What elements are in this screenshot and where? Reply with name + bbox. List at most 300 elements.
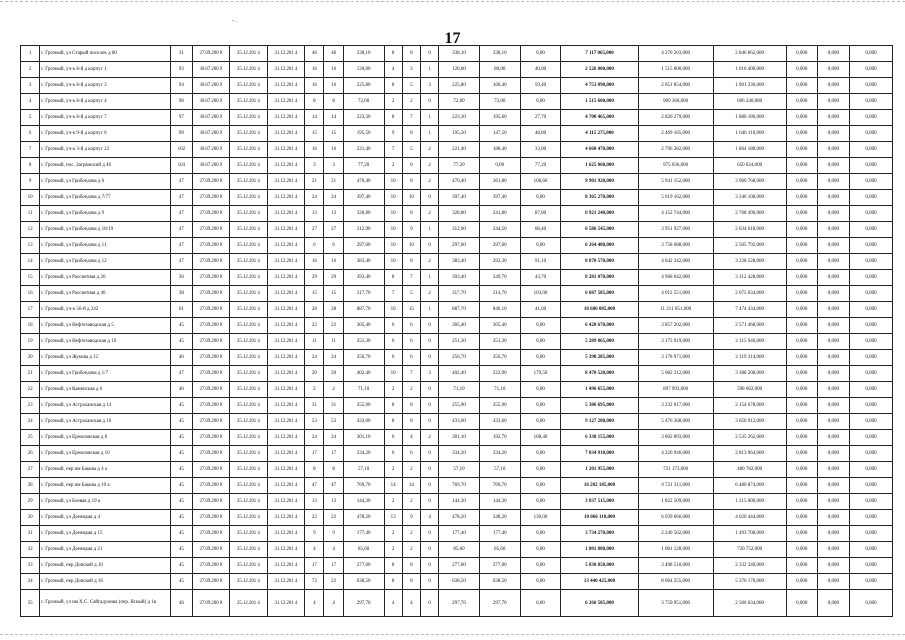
cell-date-3: 31.12.201 4 [267,62,305,78]
cell-year-code: 102 [171,142,192,158]
cell-date-2: 25.12.201 4 [230,142,268,158]
cell-residents-relocated: 2 [324,382,343,398]
cell-residents-relocated: 14 [324,110,343,126]
cell-cost-extra-2: 0,000 [849,254,892,270]
cell-area-private: 214,70 [479,286,520,302]
cell-cost-fund: 5 082 312,000 [638,366,713,382]
cell-date-2: 25.12.201 4 [230,542,268,558]
cell-cost-extra-1: 0,000 [817,46,849,62]
cell-address: г. Грозный, ул Грибоедова д 7/77 [40,190,171,206]
cell-area-relocation: 72,00 [439,94,480,110]
cell-cost-total: 6 921 240,000 [561,206,638,222]
cell-cost-extra-2: 0,000 [849,430,892,446]
cell-cost-extra-2: 0,000 [849,62,892,78]
cell-residents-total: 6 [305,238,324,254]
cell-cost-fund: 3 759 951,000 [638,590,713,617]
cell-date-2: 25.12.201 4 [230,462,268,478]
cell-area-total: 769,70 [343,478,384,494]
cell-units-municipal: 0 [420,190,438,206]
cell-cost-extra-2: 0,000 [849,494,892,510]
cell-area-municipal: 0,00 [520,334,561,350]
cell-area-relocation: 470,40 [439,174,480,190]
cell-cost-local: 0,000 [786,382,817,398]
cell-cost-extra-2: 0,000 [849,78,892,94]
cell-date-2: 25.12.201 4 [230,110,268,126]
table-row [21,574,893,590]
cell-area-total: 277,00 [343,558,384,574]
cell-units-private: 10 [402,190,420,206]
table-row [21,398,893,414]
cell-residents-relocated: 53 [324,414,343,430]
cell-cost-fund: 3 178 971,000 [638,350,713,366]
cell-cost-regional: 650 024,000 [713,158,786,174]
cell-residents-total: 17 [305,558,324,574]
table-row [21,494,893,510]
cell-residents-relocated: 13 [324,206,343,222]
cell-area-private: 397,40 [479,190,520,206]
cell-date-2: 25.12.201 4 [230,94,268,110]
cell-cost-regional: 3 346 108,000 [713,190,786,206]
cell-cost-fund: 9 721 311,000 [638,478,713,494]
table-row [21,254,893,270]
cell-cost-extra-1: 0,000 [817,462,849,478]
cell-cost-local: 0,000 [786,334,817,350]
cell-address: г. Грозный, пер им Бакова д 10 а [40,478,171,494]
cell-residents-relocated: 4 [324,590,343,617]
cell-units-municipal: 0 [420,414,438,430]
cell-address: г. Грозный, уч-к 56-й д 242 [40,302,171,318]
cell-units-municipal: 2 [420,430,438,446]
cell-area-private: 256,70 [479,350,520,366]
cell-units-total: 13 [384,510,402,526]
cell-residents-total: 28 [305,302,324,318]
cell-area-total: 85,60 [343,542,384,558]
cell-units-private: 8 [402,126,420,142]
cell-address: г. Грозный, ул Старый поселок д 80 [40,46,171,62]
cell-row-number: 8 [21,158,40,174]
cell-residents-relocated: 24 [324,350,343,366]
cell-cost-extra-2: 0,000 [849,126,892,142]
cell-residents-total: 24 [305,350,324,366]
cell-area-relocation: 120,00 [439,62,480,78]
cell-cost-total: 5 398 285,000 [561,350,638,366]
cell-cost-fund: 3 802 893,000 [638,430,713,446]
cell-cost-extra-2: 0,000 [849,158,892,174]
cell-address: г. Грозный, ул им Х.С. Сайгадумова (пер. Ясный) д 1в [40,590,171,617]
cell-date-1: 27.09.200 8 [192,510,230,526]
cell-area-total: 301,10 [343,430,384,446]
cell-area-relocation: 195,50 [439,126,480,142]
cell-area-total: 328,80 [343,206,384,222]
cell-area-relocation: 317,70 [439,286,480,302]
cell-units-total: 8 [384,78,402,94]
cell-date-2: 25.12.201 4 [230,158,268,174]
cell-area-total: 338,10 [343,46,384,62]
cell-area-total: 57,10 [343,462,384,478]
cell-row-number: 23 [21,398,40,414]
cell-year-code: 47 [171,366,192,382]
cell-cost-extra-1: 0,000 [817,302,849,318]
cell-cost-extra-1: 0,000 [817,430,849,446]
cell-residents-relocated: 4 [324,542,343,558]
cell-cost-regional: 3 388 208,000 [713,366,786,382]
cell-date-3: 31.12.201 4 [267,158,305,174]
cell-date-2: 25.12.201 4 [230,558,268,574]
cell-date-2: 25.12.201 4 [230,174,268,190]
cell-date-1: 27.09.200 8 [192,542,230,558]
cell-row-number: 9 [21,174,40,190]
cell-area-relocation: 393,40 [439,270,480,286]
cell-units-private: 8 [402,206,420,222]
cell-date-3: 31.12.201 4 [267,526,305,542]
cell-area-municipal: 0,00 [520,574,561,590]
cell-units-municipal: 0 [420,526,438,542]
cell-area-relocation: 223,30 [439,110,480,126]
cell-year-code: 45 [171,446,192,462]
cell-date-1: 27.09.200 8 [192,334,230,350]
cell-cost-regional: 2 332 340,000 [713,558,786,574]
cell-units-total: 8 [384,398,402,414]
cell-cost-regional: 2 119 314,000 [713,350,786,366]
cell-cost-local: 0,000 [786,142,817,158]
cell-date-3: 31.12.201 4 [267,110,305,126]
cell-cost-total: 5 289 865,000 [561,334,638,350]
cell-address: г. Грозный, ул Грибоедова д 6 [40,174,171,190]
table-row [21,46,893,62]
cell-area-private: 241,80 [479,206,520,222]
cell-date-2: 25.12.201 4 [230,270,268,286]
cell-units-municipal: 0 [420,382,438,398]
cell-date-2: 25.12.201 4 [230,494,268,510]
cell-date-3: 31.12.201 4 [267,382,305,398]
cell-year-code: 46 [171,350,192,366]
cell-cost-total: 18 686 085,000 [561,302,638,318]
cell-residents-relocated: 6 [324,238,343,254]
cell-address: г. Грозный, ул Грибоедова д 9 [40,206,171,222]
cell-date-3: 31.12.201 4 [267,590,305,617]
cell-cost-local: 0,000 [786,542,817,558]
cell-area-relocation: 397,40 [439,190,480,206]
cell-area-private: 222,90 [479,366,520,382]
cell-address: г. Грозный, уч-к 3-й д корпус 22 [40,142,171,158]
cell-area-total: 225,80 [343,78,384,94]
cell-cost-extra-2: 0,000 [849,318,892,334]
table-row [21,94,893,110]
cell-units-private: 14 [402,478,420,494]
cell-area-municipal: 0,00 [520,94,561,110]
cell-area-private: 277,00 [479,558,520,574]
cell-cost-fund: 1 081 128,000 [638,542,713,558]
cell-year-code: 45 [171,334,192,350]
cell-residents-total: 14 [305,110,324,126]
cell-address: г. Грозный, пер Донской д 10 [40,558,171,574]
cell-area-municipal: 108,40 [520,430,561,446]
cell-row-number: 32 [21,542,40,558]
cell-area-municipal: 130,00 [520,510,561,526]
cell-area-municipal: 0,00 [520,398,561,414]
cell-area-total: 177,40 [343,526,384,542]
cell-residents-total: 15 [305,286,324,302]
table-row [21,558,893,574]
cell-date-1: 27.09.200 8 [192,350,230,366]
cell-address: г. Грозный, пер им Бакова д 4 а [40,462,171,478]
cell-date-1: 27.09.200 8 [192,254,230,270]
cell-cost-local: 0,000 [786,414,817,430]
cell-area-private: 305,40 [479,318,520,334]
cell-cost-regional: 3 228 228,000 [713,254,786,270]
cell-date-1: 27.09.200 8 [192,46,230,62]
cell-cost-local: 0,000 [786,430,817,446]
cell-area-municipal: 0,00 [520,558,561,574]
cell-residents-relocated: 22 [324,510,343,526]
cell-date-2: 25.12.201 4 [230,222,268,238]
cell-address: г. Грозный, ул Грибоедова д 1/7 [40,366,171,382]
cell-date-1: 27.09.200 8 [192,174,230,190]
cell-area-relocation: 301,10 [439,430,480,446]
cell-residents-relocated: 13 [324,494,343,510]
cell-cost-total: 4 753 090,000 [561,78,638,94]
cell-date-3: 31.12.201 4 [267,222,305,238]
cell-cost-total: 1 801 880,000 [561,542,638,558]
cell-cost-regional: 4 026 444,000 [713,510,786,526]
cell-residents-total: 15 [305,126,324,142]
cell-cost-extra-2: 0,000 [849,398,892,414]
cell-units-municipal: 0 [420,398,438,414]
cell-row-number: 25 [21,430,40,446]
cell-cost-extra-2: 0,000 [849,110,892,126]
cell-cost-extra-2: 0,000 [849,46,892,62]
cell-cost-extra-2: 0,000 [849,478,892,494]
cell-date-1: 27.09.200 8 [192,382,230,398]
cell-units-private: 15 [402,302,420,318]
cell-residents-relocated: 8 [324,462,343,478]
table-row [21,510,893,526]
cell-units-municipal: 0 [420,334,438,350]
table-row [21,462,893,478]
cell-area-municipal: 0,00 [520,382,561,398]
table-body [21,46,893,617]
cell-residents-relocated: 29 [324,270,343,286]
cell-cost-regional: 2 675 034,000 [713,286,786,302]
cell-address: г. Грозный, ул Астраханская д 16 [40,414,171,430]
cell-address: г. Грозный, ул Грибоедова д 10/19 [40,222,171,238]
cell-date-2: 25.12.201 4 [230,478,268,494]
table-row [21,590,893,617]
cell-area-total: 334,20 [343,446,384,462]
cell-year-code: 45 [171,398,192,414]
cell-cost-local: 0,000 [786,446,817,462]
cell-cost-extra-2: 0,000 [849,238,892,254]
cell-cost-extra-2: 0,000 [849,286,892,302]
cell-date-3: 31.12.201 4 [267,142,305,158]
table-row [21,446,893,462]
cell-area-private: 251,30 [479,334,520,350]
cell-cost-fund: 5 019 162,000 [638,190,713,206]
cell-area-municipal: 0,00 [520,590,561,617]
cell-year-code: 103 [171,158,192,174]
cell-address: г. Грозный, ул Рассветная д 26 [40,270,171,286]
cell-cost-regional: 1 010 400,000 [713,62,786,78]
cell-residents-relocated: 3 [324,158,343,174]
cell-cost-local: 0,000 [786,366,817,382]
cell-year-code: 45 [171,462,192,478]
cell-date-1: 27.09.200 8 [192,206,230,222]
cell-cost-total: 3 037 515,000 [561,494,638,510]
cell-row-number: 34 [21,574,40,590]
cell-cost-extra-1: 0,000 [817,526,849,542]
cell-cost-extra-1: 0,000 [817,558,849,574]
cell-area-relocation: 478,20 [439,510,480,526]
cell-residents-total: 9 [305,526,324,542]
cell-area-private: 338,10 [479,46,520,62]
cell-residents-total: 16 [305,78,324,94]
cell-cost-fund: 8 064 255,000 [638,574,713,590]
cell-residents-total: 13 [305,494,324,510]
cell-residents-total: 22 [305,510,324,526]
cell-date-1: 27.09.200 8 [192,190,230,206]
cell-residents-total: 8 [305,462,324,478]
cell-date-1: 27.09.200 8 [192,270,230,286]
cell-cost-extra-1: 0,000 [817,254,849,270]
cell-units-total: 6 [384,334,402,350]
cell-year-code: 47 [171,190,192,206]
cell-units-private: 9 [402,510,420,526]
cell-units-municipal: 1 [420,62,438,78]
table-row [21,478,893,494]
cell-area-private: 147,50 [479,126,520,142]
cell-date-3: 31.12.201 4 [267,206,305,222]
cell-units-total: 4 [384,62,402,78]
cell-cost-extra-1: 0,000 [817,286,849,302]
cell-cost-local: 0,000 [786,222,817,238]
cell-residents-total: 47 [305,478,324,494]
cell-cost-extra-1: 0,000 [817,318,849,334]
table-row [21,382,893,398]
cell-area-municipal: 0,00 [520,414,561,430]
cell-cost-local: 0,000 [786,286,817,302]
cell-cost-extra-1: 0,000 [817,494,849,510]
cell-year-code: 45 [171,478,192,494]
cell-units-municipal: 1 [420,110,438,126]
cell-cost-regional: 606 240,000 [713,94,786,110]
cell-row-number: 10 [21,190,40,206]
cell-residents-total: 20 [305,366,324,382]
cell-address: г. Грозный, уч-к 8-й д корпус 4 [40,94,171,110]
cell-units-municipal: 2 [420,158,438,174]
cell-date-3: 31.12.201 4 [267,270,305,286]
cell-cost-local: 0,000 [786,254,817,270]
cell-residents-total: 72 [305,574,324,590]
cell-units-total: 10 [384,174,402,190]
cell-row-number: 28 [21,478,40,494]
cell-units-total: 8 [384,414,402,430]
cell-area-total: 255,90 [343,398,384,414]
cell-date-2: 25.12.201 4 [230,78,268,94]
cell-cost-extra-1: 0,000 [817,398,849,414]
cell-area-relocation: 328,80 [439,206,480,222]
cell-year-code: 46 [171,382,192,398]
cell-cost-extra-1: 0,000 [817,574,849,590]
cell-units-municipal: 1 [420,126,438,142]
cell-residents-total: 24 [305,190,324,206]
cell-cost-extra-2: 0,000 [849,350,892,366]
cell-cost-extra-1: 0,000 [817,510,849,526]
cell-cost-regional: 3 312 428,000 [713,270,786,286]
cell-cost-extra-2: 0,000 [849,558,892,574]
cell-cost-extra-1: 0,000 [817,350,849,366]
cell-units-private: 6 [402,446,420,462]
cell-area-municipal: 0,00 [520,318,561,334]
cell-area-private: 769,70 [479,478,520,494]
cell-date-1: 27.09.200 8 [192,446,230,462]
cell-units-municipal: 3 [420,366,438,382]
cell-units-private: 2 [402,382,420,398]
cell-date-2: 25.12.201 4 [230,382,268,398]
cell-date-2: 25.12.201 4 [230,286,268,302]
table-row [21,430,893,446]
cell-area-total: 383,40 [343,254,384,270]
cell-area-private: 297,70 [479,590,520,617]
cell-area-relocation: 77,20 [439,158,480,174]
cell-residents-relocated: 31 [324,398,343,414]
cell-units-total: 8 [384,270,402,286]
table-row [21,270,893,286]
cell-date-2: 25.12.201 4 [230,414,268,430]
cell-residents-relocated: 11 [324,334,343,350]
cell-cost-regional: 1 864 188,000 [713,142,786,158]
cell-year-code: 45 [171,526,192,542]
cell-units-total: 4 [384,590,402,617]
cell-area-relocation: 383,40 [439,254,480,270]
cell-area-private: 361,80 [479,174,520,190]
cell-area-municipal: 0,00 [520,190,561,206]
cell-cost-extra-1: 0,000 [817,190,849,206]
cell-cost-total: 1 496 655,000 [561,382,638,398]
cell-date-2: 25.12.201 4 [230,430,268,446]
cell-year-code: 47 [171,206,192,222]
cell-cost-extra-1: 0,000 [817,62,849,78]
cell-area-total: 144,30 [343,494,384,510]
table-row [21,286,893,302]
cell-date-2: 25.12.201 4 [230,398,268,414]
cell-residents-total: 4 [305,590,324,617]
cell-area-total: 478,20 [343,510,384,526]
cell-year-code: 47 [171,174,192,190]
cell-area-municipal: 43,70 [520,270,561,286]
bottom-scan-edge [0,634,905,635]
cell-date-1: 27.09.200 8 [192,478,230,494]
cell-row-number: 17 [21,302,40,318]
cell-cost-local: 0,000 [786,62,817,78]
cell-date-2: 25.12.201 4 [230,318,268,334]
cell-residents-relocated: 46 [324,46,343,62]
cell-area-private: 195,60 [479,110,520,126]
table-row [21,190,893,206]
cell-units-total: 10 [384,254,402,270]
cell-date-3: 31.12.201 4 [267,318,305,334]
cell-units-private: 6 [402,350,420,366]
cell-area-relocation: 297,70 [439,590,480,617]
cell-date-3: 31.12.201 4 [267,334,305,350]
cell-residents-total: 21 [305,174,324,190]
cell-residents-relocated: 15 [324,126,343,142]
cell-area-municipal: 108,60 [520,174,561,190]
cell-units-total: 10 [384,206,402,222]
cell-cost-regional: 2 768 496,000 [713,206,786,222]
cell-units-municipal: 1 [420,270,438,286]
table-row [21,366,893,382]
cell-cost-regional: 6 480 874,000 [713,478,786,494]
